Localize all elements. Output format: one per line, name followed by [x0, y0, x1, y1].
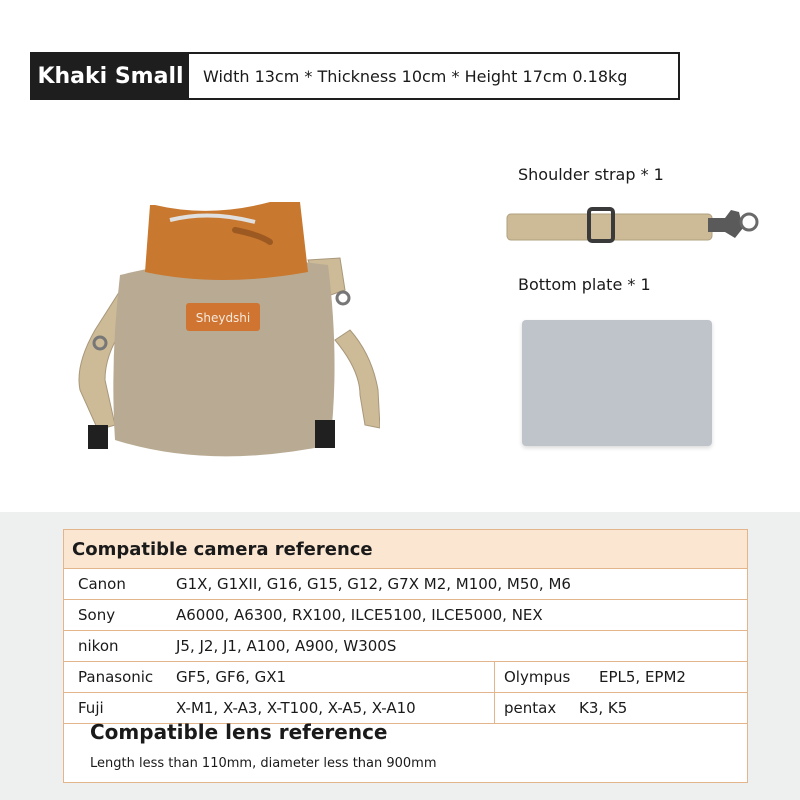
column-divider: [494, 693, 495, 723]
lens-description: Length less than 110mm, diameter less than 900mm: [90, 756, 437, 771]
lens-title: Compatible lens reference: [90, 720, 388, 744]
table-row: [64, 569, 747, 600]
strap-label: Shoulder strap * 1: [518, 165, 664, 184]
table-row: [64, 662, 747, 693]
brand-cell: Panasonic: [78, 668, 154, 686]
models-cell: X-M1, X-A3, X-T100, X-A5, X-A10: [176, 699, 416, 717]
brand-cell: Canon: [78, 575, 126, 593]
shoulder-strap-image: [503, 200, 768, 250]
bag-body: [113, 259, 334, 456]
models-cell: EPL5, EPM2: [599, 668, 686, 686]
models-cell: A6000, A6300, RX100, ILCE5100, ILCE5000, NEX: [176, 606, 543, 624]
brand-cell: Olympus: [504, 668, 571, 686]
bag-image: [60, 180, 380, 470]
table-row: [64, 600, 747, 631]
bag-leather-top: [145, 202, 308, 280]
spec-bar: [30, 52, 680, 100]
table-row: [64, 631, 747, 662]
brand-cell: Sony: [78, 606, 116, 624]
models-cell: K3, K5: [579, 699, 628, 717]
column-divider: [494, 662, 495, 692]
models-cell: GF5, GF6, GX1: [176, 668, 287, 686]
brand-cell: nikon: [78, 637, 119, 655]
spec-details: Width 13cm * Thickness 10cm * Height 17cm 0.18kg: [203, 66, 628, 86]
bottom-plate-image: [522, 320, 712, 446]
models-cell: G1X, G1XII, G16, G15, G12, G7X M2, M100, M50, M6: [176, 575, 571, 593]
compat-table: [63, 529, 748, 783]
svg-text:Sheydshi: Sheydshi: [195, 311, 251, 325]
plate-label: Bottom plate * 1: [518, 275, 651, 294]
brand-cell: pentax: [504, 699, 557, 717]
brand-cell: Fuji: [78, 699, 104, 717]
spec-title: Khaki Small: [32, 54, 189, 98]
compat-header: Compatible camera reference: [64, 530, 747, 569]
models-cell: J5, J2, J1, A100, A900, W300S: [176, 637, 397, 655]
